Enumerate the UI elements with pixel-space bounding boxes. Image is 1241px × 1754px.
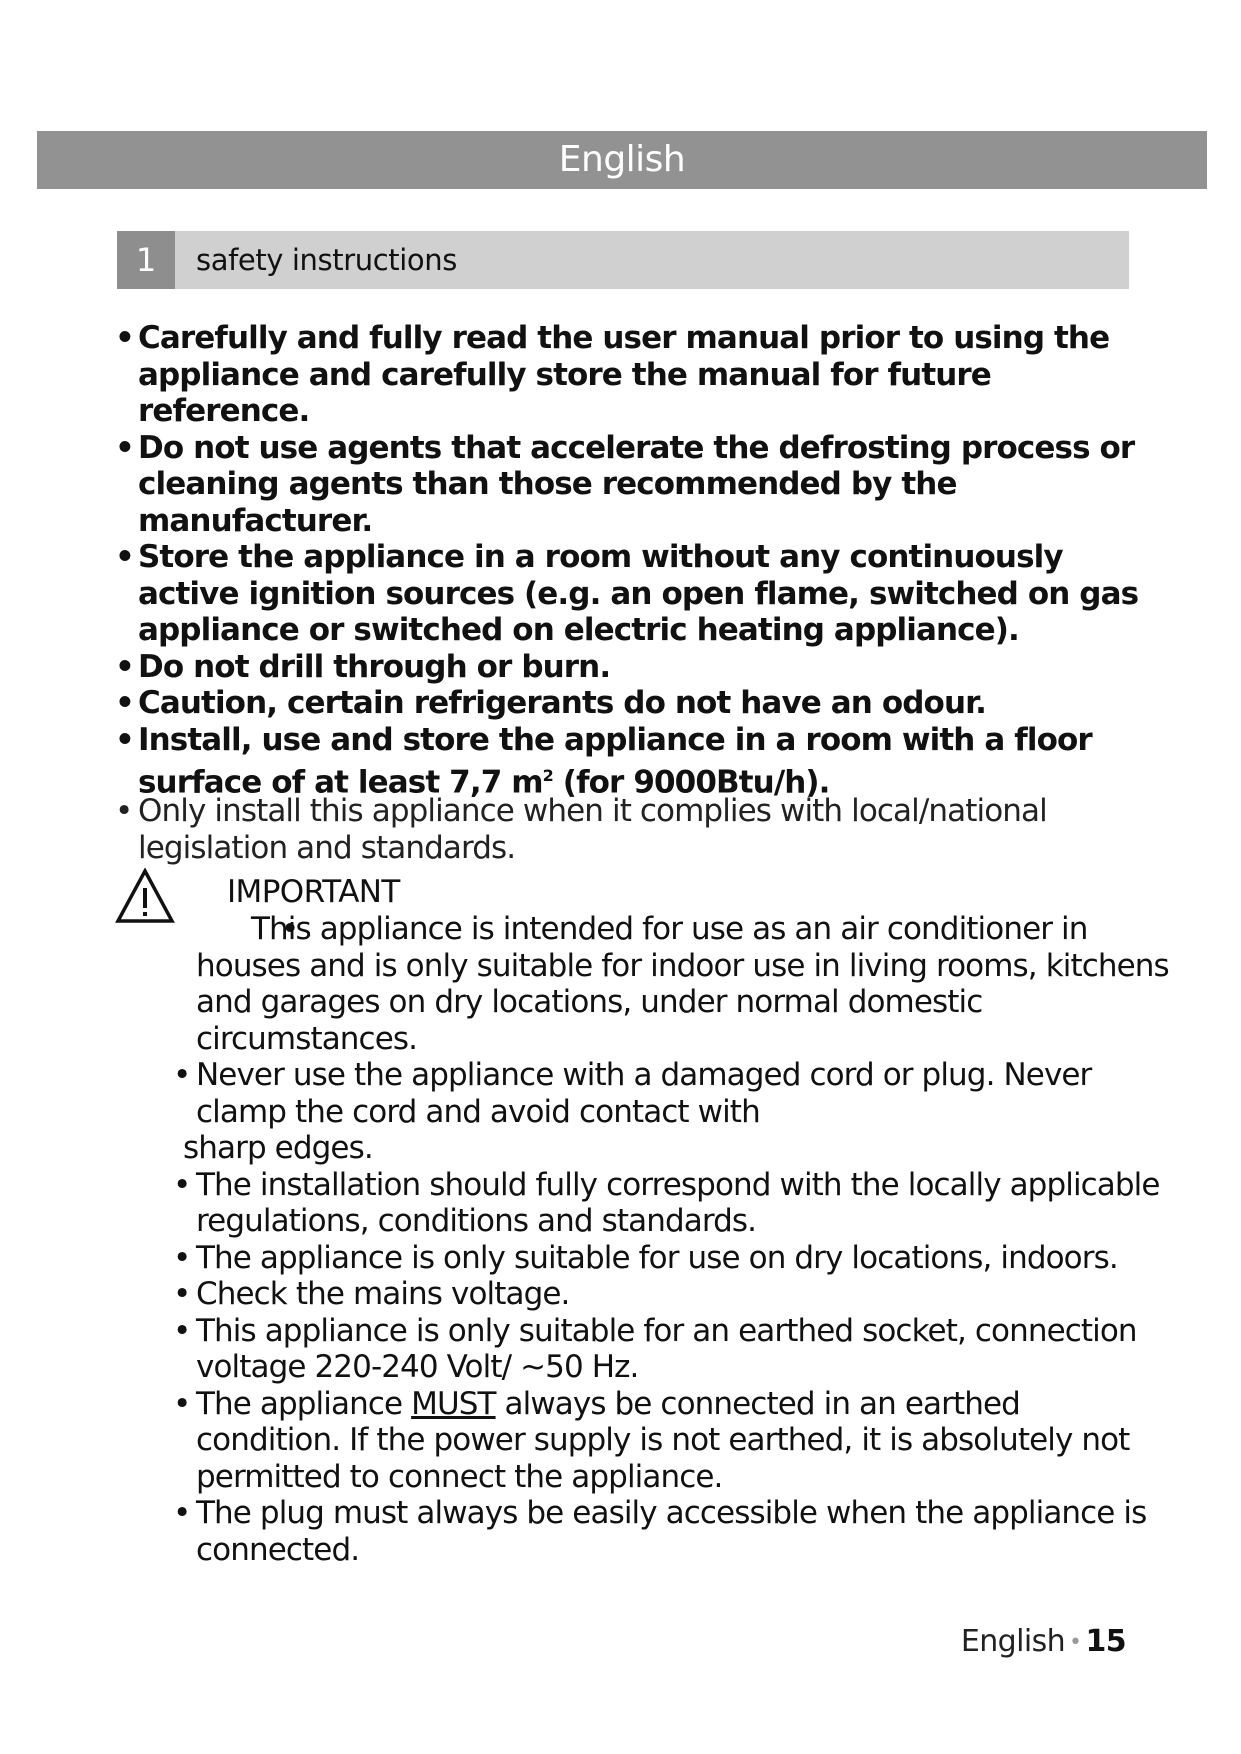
section-header xyxy=(117,231,1129,289)
list-item: • The plug must always be easily accessible when the appliance is connected. xyxy=(170,1495,1170,1568)
legislation-item: • Only install this appliance when it complies with local/national legislation and standards. xyxy=(115,793,1165,866)
list-item: • The installation should fully correspond with the locally applicable regulations, conditions and standards. xyxy=(170,1167,1170,1240)
page-number: 15 xyxy=(1085,1624,1126,1659)
must-emphasis: MUST xyxy=(411,1385,496,1422)
footer-separator: • xyxy=(1069,1630,1082,1655)
list-item: • Do not use agents that accelerate the defrosting process or cleaning agents than those recommended by the manufacturer. xyxy=(115,430,1165,540)
list-item-cord xyxy=(170,1057,1170,1167)
earthed-text: The appliance xyxy=(196,1385,412,1422)
warning-triangle-icon xyxy=(115,868,175,924)
floor-sup: 2 xyxy=(542,766,553,785)
floor-text-end: (for 9000Btu/h). xyxy=(552,764,830,801)
list-item: • Do not drill through or burn. xyxy=(115,649,1165,686)
important-list xyxy=(170,911,1170,1568)
section-number: 1 xyxy=(117,231,175,289)
language-header: English xyxy=(37,131,1207,189)
list-item: • Caution, certain refrigerants do not have an odour. xyxy=(115,685,1165,722)
bold-safety-list xyxy=(115,320,1165,801)
list-item: • This appliance is only suitable for an earthed socket, connection voltage 220-240 Volt/ ~50 Hz. xyxy=(170,1313,1170,1386)
list-item: • Carefully and fully read the user manual prior to using the appliance and carefully store the manual for future reference. xyxy=(115,320,1165,430)
floor-text: Install, use and store the appliance in a room with a floor surface of at least 7,7 m xyxy=(138,721,1092,801)
list-item: • Store the appliance in a room without any continuously active ignition sources (e.g. an open flame, switched on gas appliance or switched on electric heating appliance). xyxy=(115,539,1165,649)
cord-tail: sharp edges. xyxy=(183,1130,373,1166)
earthed-text-end: always be connected in an earthed condition. If the power supply is not earthed, it is absolutely not permitted to connect the appliance. xyxy=(196,1385,1130,1495)
list-item: • The appliance is only suitable for use on dry locations, indoors. xyxy=(170,1240,1170,1277)
list-item-floor-surface xyxy=(115,722,1165,801)
list-item: • Check the mains voltage. xyxy=(170,1276,1170,1313)
list-item: • This appliance is intended for use as an air conditioner in houses and is only suitable for indoor use in living rooms, kitchens and garages on dry locations, under normal domestic circumstances. xyxy=(170,911,1170,1057)
page-footer xyxy=(961,1624,1126,1661)
section-title: safety instructions xyxy=(196,243,457,277)
list-item-earthed xyxy=(170,1386,1170,1496)
cord-text: Never use the appliance with a damaged cord or plug. Never clamp the cord and avoid contact with xyxy=(196,1057,1092,1130)
important-label: IMPORTANT xyxy=(227,874,400,910)
footer-language: English xyxy=(960,1624,1066,1659)
